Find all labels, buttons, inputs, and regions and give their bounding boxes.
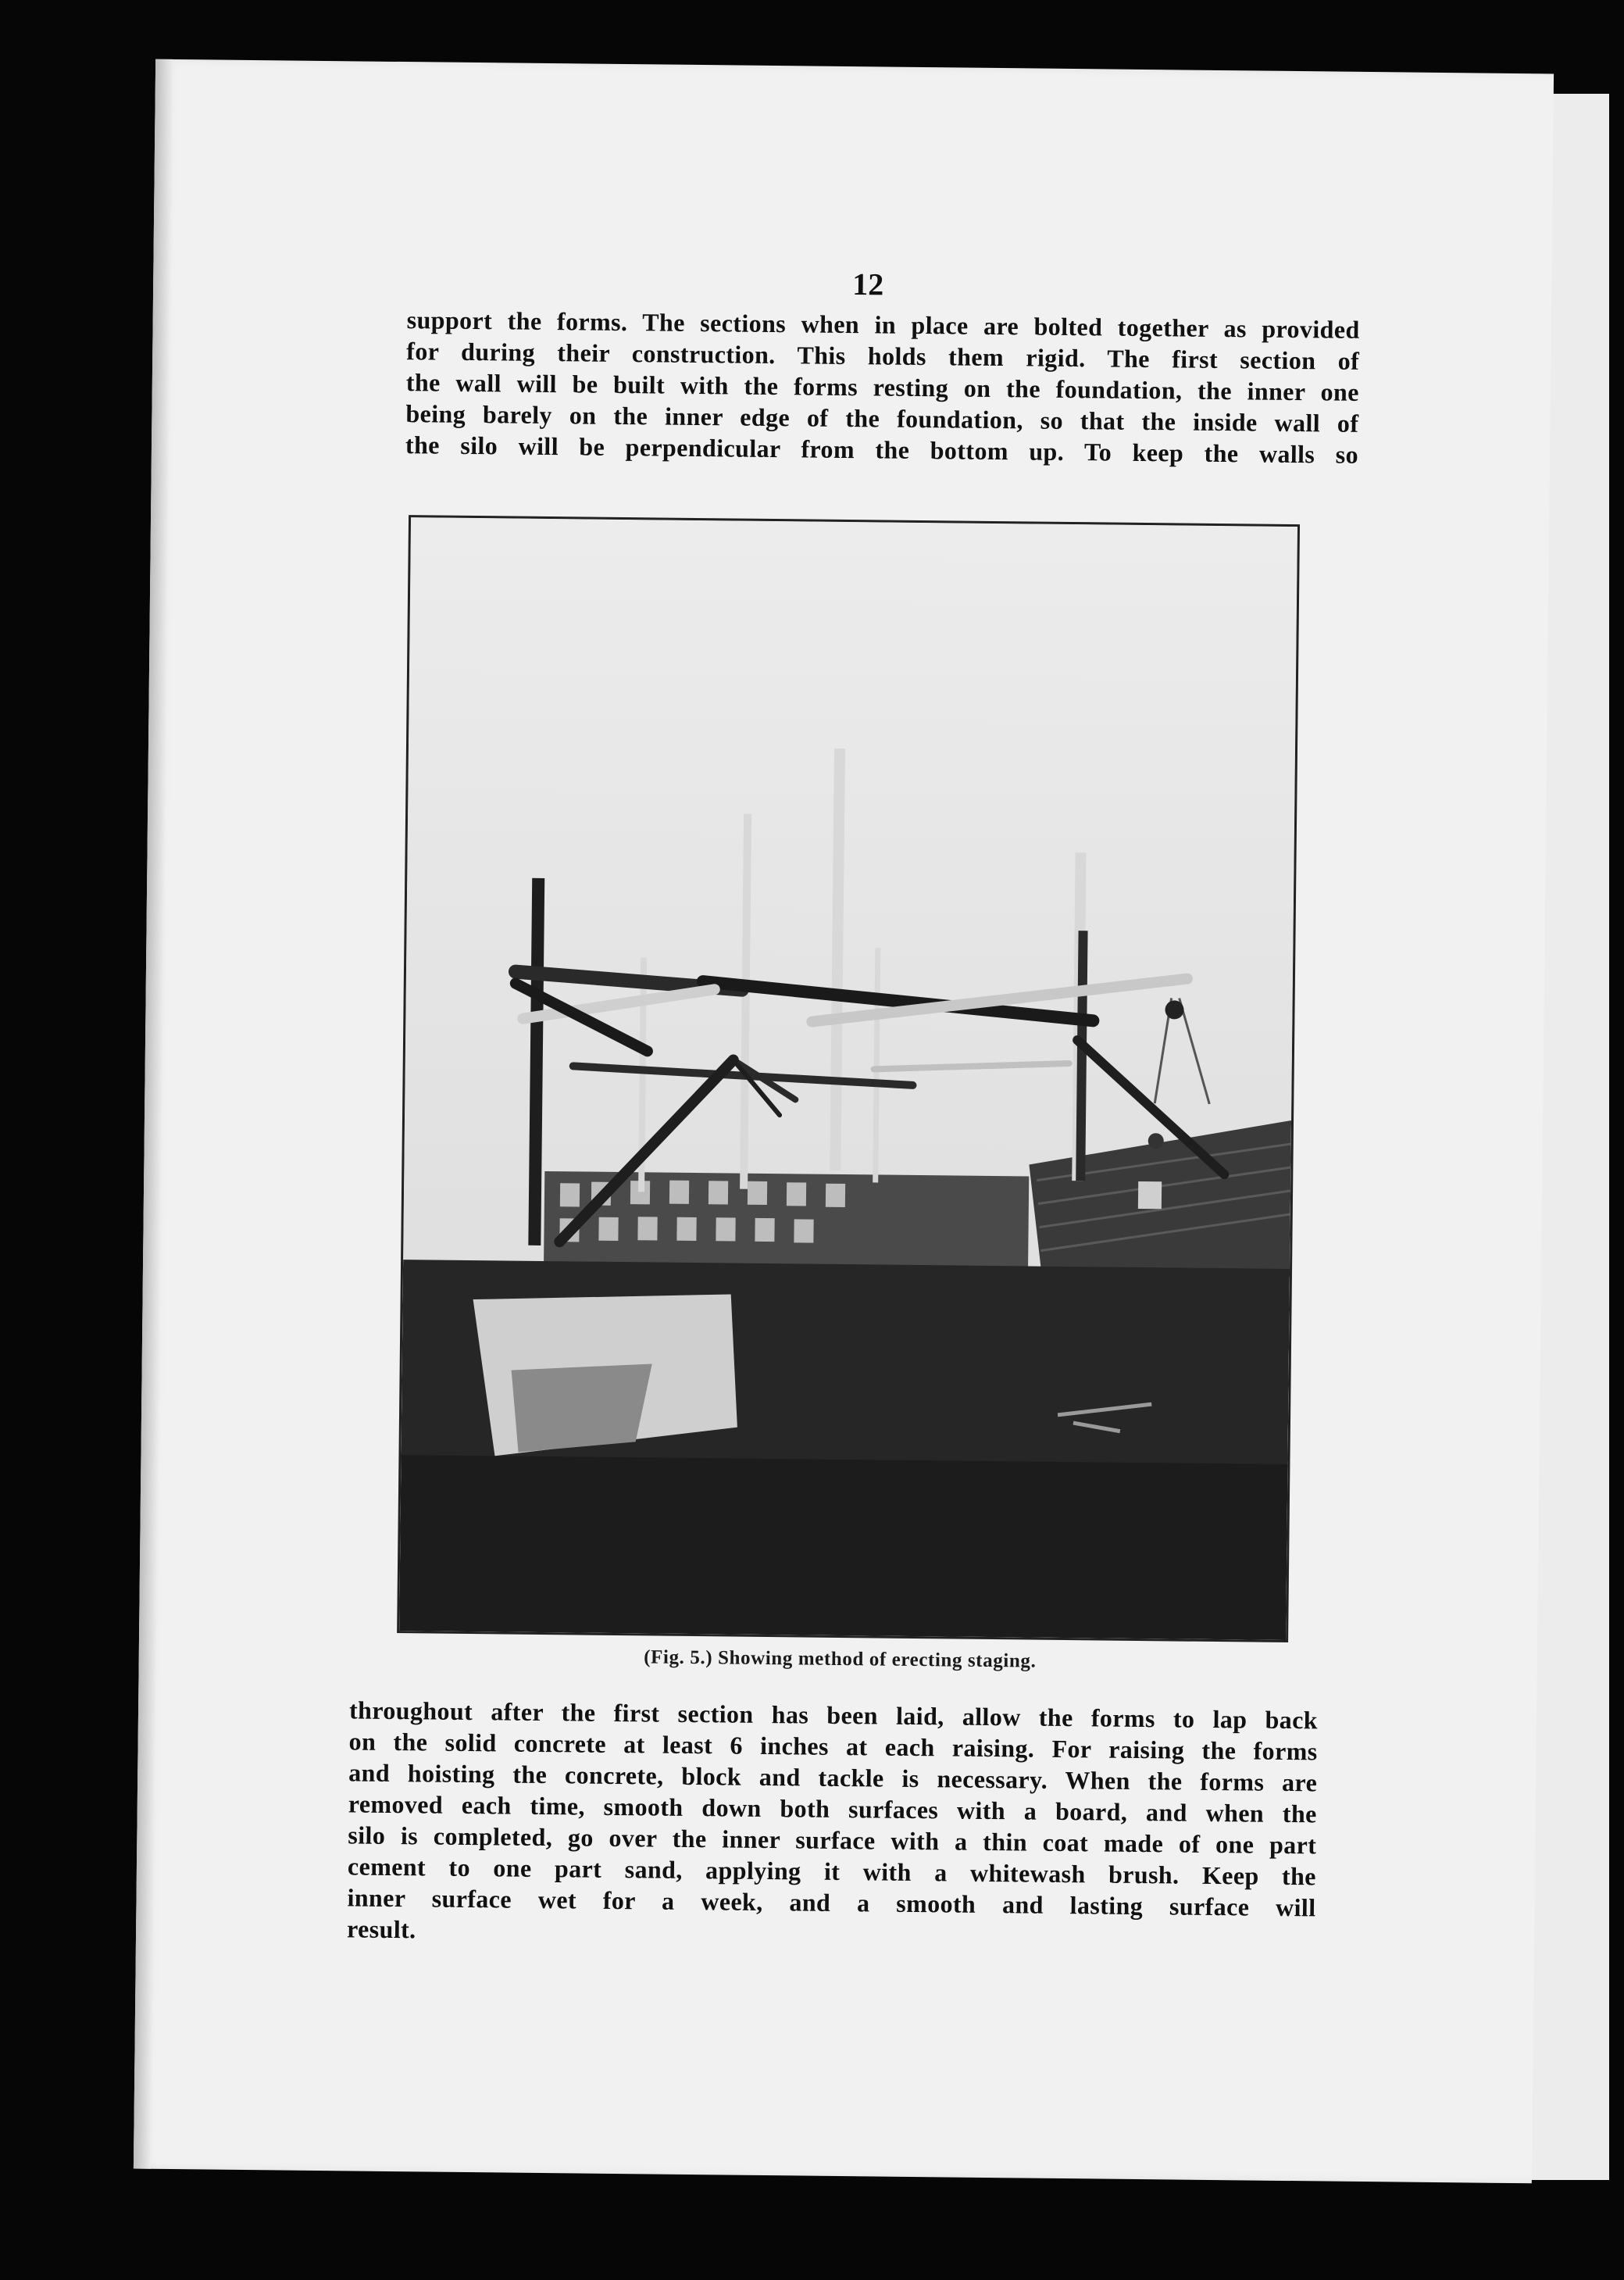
text-line: and hoisting the concrete, block and tackle is necessary. When the forms are <box>348 1758 1318 1797</box>
text-line: the wall will be built with the forms resting on the foundation, the inner one <box>405 368 1359 406</box>
figure-caption: (Fig. 5.) Showing method of erecting staging. <box>644 1646 1037 1672</box>
text-line: the silo will be perpendicular from the bottom up. To keep the walls so <box>405 431 1359 469</box>
page-number: 12 <box>851 266 884 302</box>
text-line: result. <box>346 1914 416 1944</box>
paragraph-top <box>405 304 1360 470</box>
silo-staging-photo <box>399 517 1297 1640</box>
book-page <box>134 59 1554 2184</box>
text-line: removed each time, smooth down both surfaces with a board, and when the <box>348 1789 1317 1828</box>
text-line: inner surface wet for a week, and a smooth and lasting surface will <box>347 1883 1316 1922</box>
text-line: for during their construction. This holds them rigid. The first section of <box>406 337 1360 375</box>
text-line: throughout after the first section has been laid, allow the forms to lap back <box>348 1696 1319 1735</box>
figure-photo <box>397 515 1300 1642</box>
text-line: support the forms. The sections when in place are bolted together as provided <box>406 306 1360 344</box>
text-line: silo is completed, go over the inner surface with a thin coat made of one part <box>348 1821 1317 1860</box>
paragraph-bottom <box>347 1694 1318 1954</box>
text-line: on the solid concrete at least 6 inches at each raising. For raising the forms <box>348 1727 1318 1766</box>
text-line: cement to one part sand, applying it with a whitewash brush. Keep the <box>347 1852 1317 1891</box>
text-line: being barely on the inner edge of the foundation, so that the inside wall of <box>405 399 1359 438</box>
